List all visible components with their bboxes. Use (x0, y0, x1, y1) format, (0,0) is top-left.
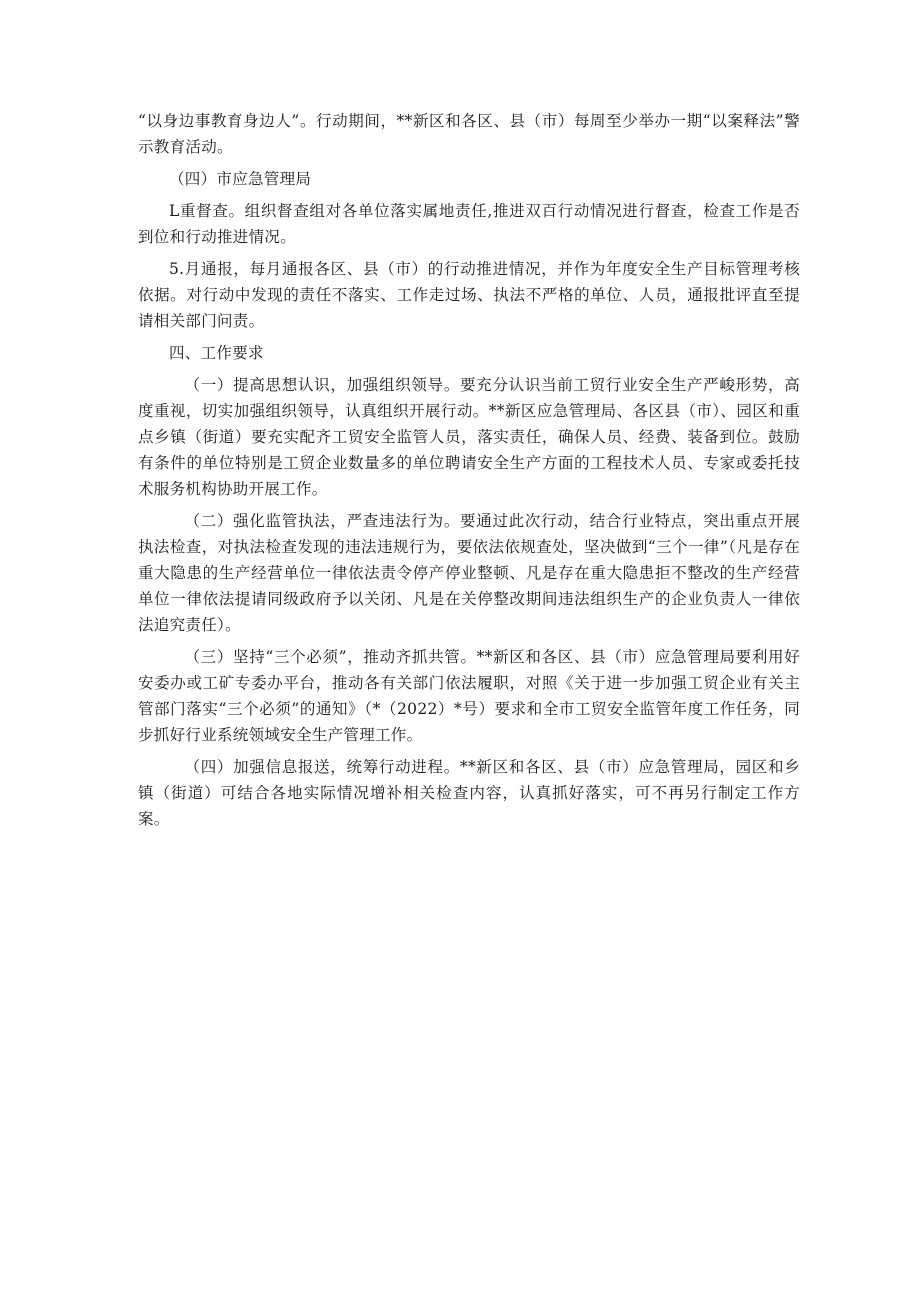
section-heading-city-emergency-bureau: （四）市应急管理局 (169, 170, 312, 188)
document-body (138, 108, 800, 832)
paragraph-requirement-2: （二）强化监管执法，严查违法行为。要通过此次行动，结合行业特点，突出重点开展执法检查，对执法检查发现的违法违规行为，要依法依规查处，坚决做到“三个一律”（凡是存在重大隐患的生产经营单位一律依法责令停产停业整顿、凡是存在重大隐患拒不整改的生产经营单位一律依法提请同级政府予以关闭、凡是在关停整改期间违法组织生产的企业负责人一律依法追究责任）。 (138, 512, 800, 634)
paragraph-requirement-1: （一）提高思想认识，加强组织领导。要充分认识当前工贸行业安全生产严峻形势，高度重视，切实加强组织领导，认真组织开展行动。**新区应急管理局、各区县（市）、园区和重点乡镇（街道）要充实配齐工贸安全监管人员，落实责任，确保人员、经费、装备到位。鼓励有条件的单位特别是工贸企业数量多的单位聘请安全生产方面的工程技术人员、专家或委托技术服务机构协助开展工作。 (138, 376, 800, 498)
paragraph-case-education: “以身边事教育身边人”。行动期间，**新区和各区、县（市）每周至少举办一期“以案释法”警示教育活动。 (138, 112, 800, 156)
section-heading-work-requirements: 四、工作要求 (169, 344, 264, 362)
paragraph-supervision: L重督查。组织督查组对各单位落实属地责任,推进双百行动情况进行督查，检查工作是否到位和行动推进情况。 (138, 202, 800, 246)
paragraph-requirement-3: （三）坚持“三个必须”，推动齐抓共管。**新区和各区、县（市）应急管理局要利用好安委办或工矿专委办平台，推动各有关部门依法履职，对照《关于进一步加强工贸企业有关主管部门落实“三个必须”的通知》（*（2022）*号）要求和全市工贸安全监管年度工作任务，同步抓好行业系统领域安全生产管理工作。 (138, 648, 800, 744)
paragraph-monthly-report: 5.月通报，每月通报各区、县（市）的行动推进情况，并作为年度安全生产目标管理考核依据。对行动中发现的责任不落实、工作走过场、执法不严格的单位、人员，通报批评直至提请相关部门问责。 (138, 260, 800, 330)
paragraph-requirement-4: （四）加强信息报送，统筹行动进程。**新区和各区、县（市）应急管理局，园区和乡镇（街道）可结合各地实际情况增补相关检查内容，认真抓好落实，可不再另行制定工作方案。 (138, 758, 800, 828)
